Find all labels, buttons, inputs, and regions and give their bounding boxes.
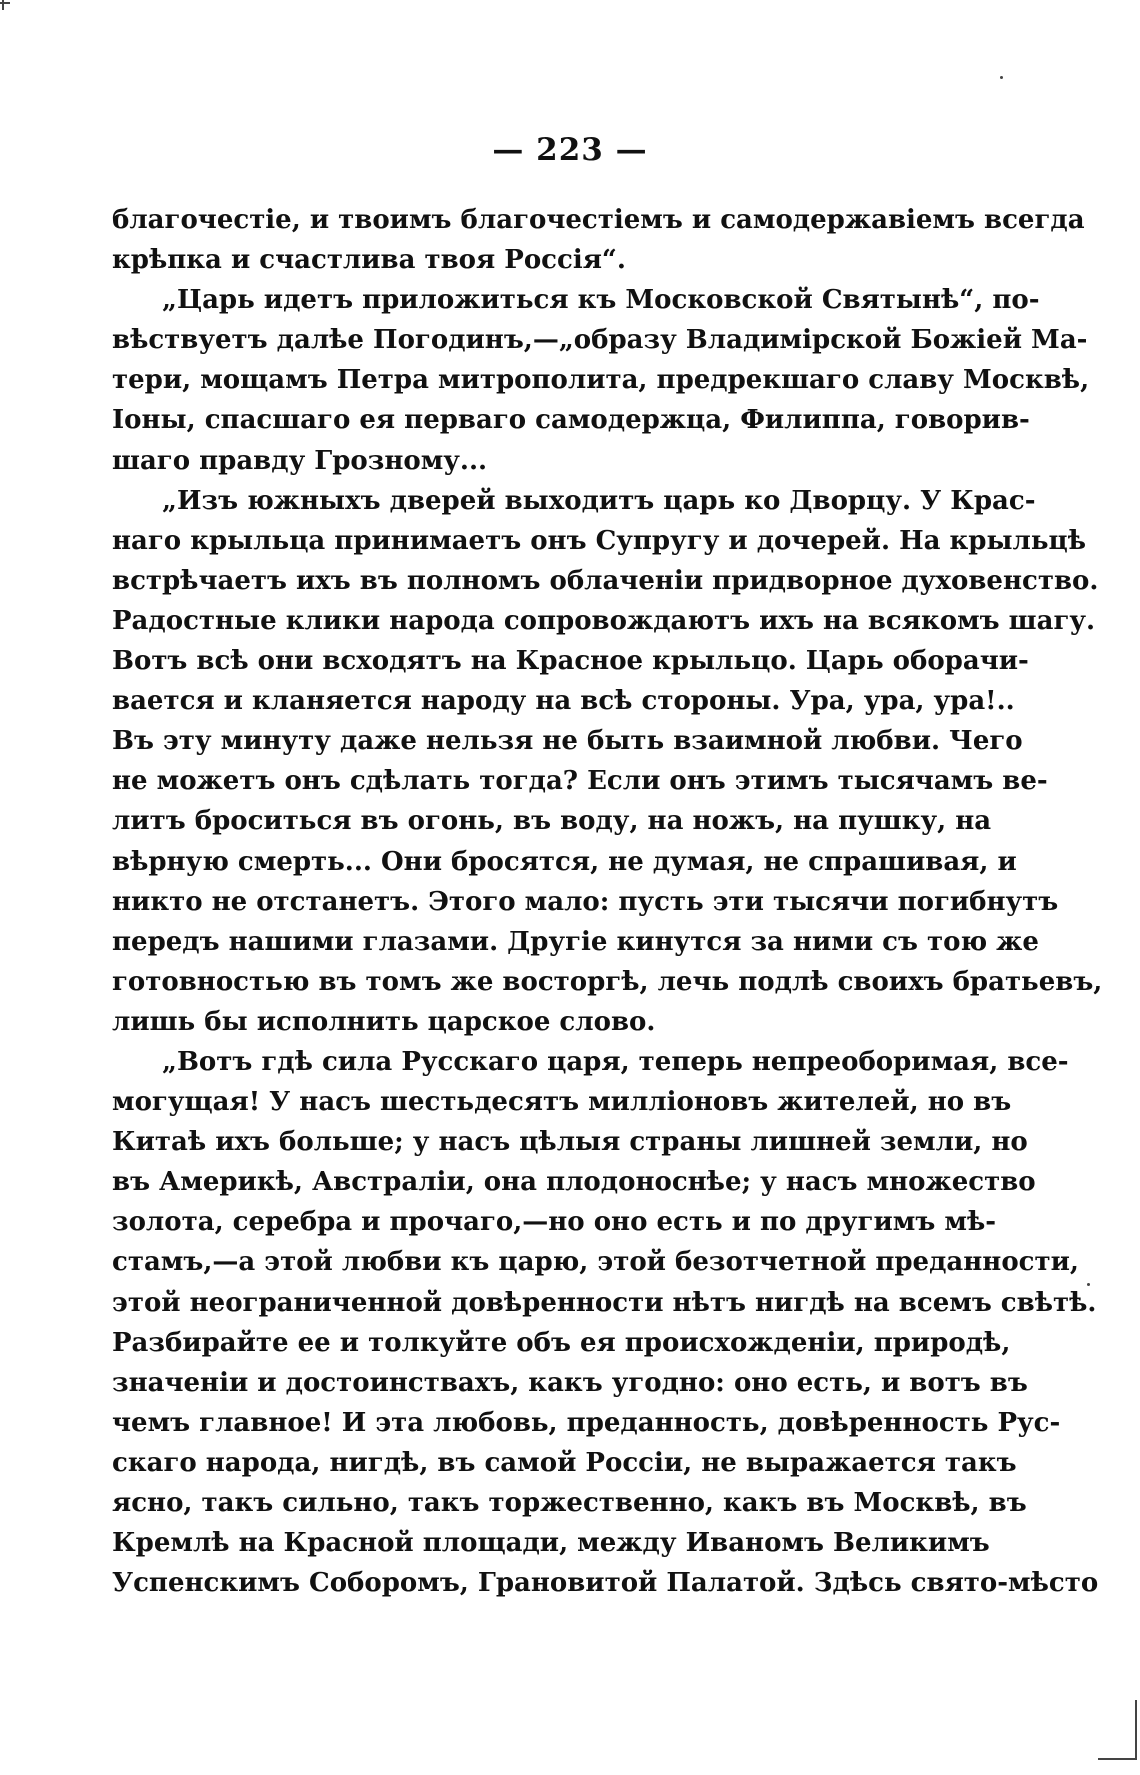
text-line: крѣпка и счастлива твоя Россія“. [112,245,626,276]
scan-speck [1000,76,1003,79]
text-line: лишь бы исполнить царское слово. [112,1006,656,1037]
text-line: встрѣчаетъ ихъ въ полномъ облаченіи придворное духовенство. [112,565,1099,596]
text-line: шаго правду Грозному... [112,445,488,476]
text-line: Въ эту минуту даже нельзя не быть взаимной любви. Чего [112,726,1023,757]
text-line: Разбирайте ее и толкуйте объ ея происхожденіи, природѣ, [112,1327,1011,1358]
text-line: скаго народа, нигдѣ, въ самой Россіи, не выражается такъ [112,1447,1017,1478]
text-line: ясно, такъ сильно, такъ торжественно, какъ въ Москвѣ, въ [112,1488,1027,1518]
body-text [112,200,1103,1603]
text-line: Китаѣ ихъ больше; у насъ цѣлыя страны лишней земли, но [112,1127,1028,1158]
text-line: значеніи и достоинствахъ, какъ угодно: оно есть, и вотъ въ [112,1367,1028,1398]
text-line: „Вотъ гдѣ сила Русскаго царя, теперь непреоборимая, все- [162,1046,1069,1077]
text-line: въ Америкѣ, Австраліи, она плодоноснѣе; у насъ множество [112,1167,1036,1198]
text-line: тери, мощамъ Петра митрополита, предрекшаго славу Москвѣ, [112,365,1090,396]
text-line: золота, серебра и прочаго,—но оно есть и по другимъ мѣ- [112,1207,997,1238]
text-line: Вотъ всѣ они всходятъ на Красное крыльцо. Царь оборачи- [112,646,1029,677]
text-line: Кремлѣ на Красной площади, между Иваномъ Великимъ [112,1528,990,1559]
scan-corner-mark [0,2,10,4]
page-number: — 223 — [492,132,648,168]
text-line: наго крыльца принимаетъ онъ Супругу и дочерей. На крыльцѣ [112,525,1087,556]
text-line: чемъ главное! И эта любовь, преданность, довѣренность Рус- [112,1407,1061,1438]
text-line: могущая! У насъ шестьдесятъ милліоновъ жителей, но въ [112,1087,1012,1118]
scan-edge-mark [1135,1700,1137,1760]
text-line: не можетъ онъ сдѣлать тогда? Если онъ этимъ тысячамъ ве- [112,766,1048,797]
text-line: передъ нашими глазами. Другіе кинутся за ними съ тою же [112,926,1039,957]
text-line: стамъ,—а этой любви къ царю, этой безотчетной преданности, [112,1247,1079,1278]
text-line: никто не отстанетъ. Этого мало: пусть эти тысячи погибнутъ [112,886,1059,917]
scan-speck [1087,1283,1090,1286]
text-line: вается и кланяется народу на всѣ стороны. Ура, ура, ура!.. [112,686,1015,717]
text-line: Іоны, спасшаго ея перваго самодержца, Филиппа, говорив- [112,405,1030,436]
text-line: Радостные клики народа сопровождаютъ ихъ на всякомъ шагу. [112,605,1096,636]
text-line: этой неограниченной довѣренности нѣтъ нигдѣ на всемъ свѣтѣ. [112,1287,1097,1318]
text-line: Успенскимъ Соборомъ, Грановитой Палатой. Здѣсь свято-мѣсто [112,1568,1099,1599]
text-line: вѣрную смерть... Они бросятся, не думая, не спрашивая, и [112,846,1017,877]
text-line: литъ броситься въ огонь, въ воду, на ножъ, на пушку, на [112,806,992,837]
scan-edge-mark [1098,1758,1137,1760]
text-line: благочестіе, и твоимъ благочестіемъ и самодержавіемъ всегда [112,205,1085,235]
text-line: „Царь идетъ приложиться къ Московской Святынѣ“, по- [162,285,1040,316]
text-line: „Изъ южныхъ дверей выходитъ царь ко Дворцу. У Крас- [162,485,1036,516]
text-line: вѣствуетъ далѣе Погодинъ,—„образу Владимірской Божіей Ма- [112,325,1088,356]
text-line: готовностью въ томъ же восторгѣ, лечь подлѣ своихъ братьевъ, [112,966,1103,997]
